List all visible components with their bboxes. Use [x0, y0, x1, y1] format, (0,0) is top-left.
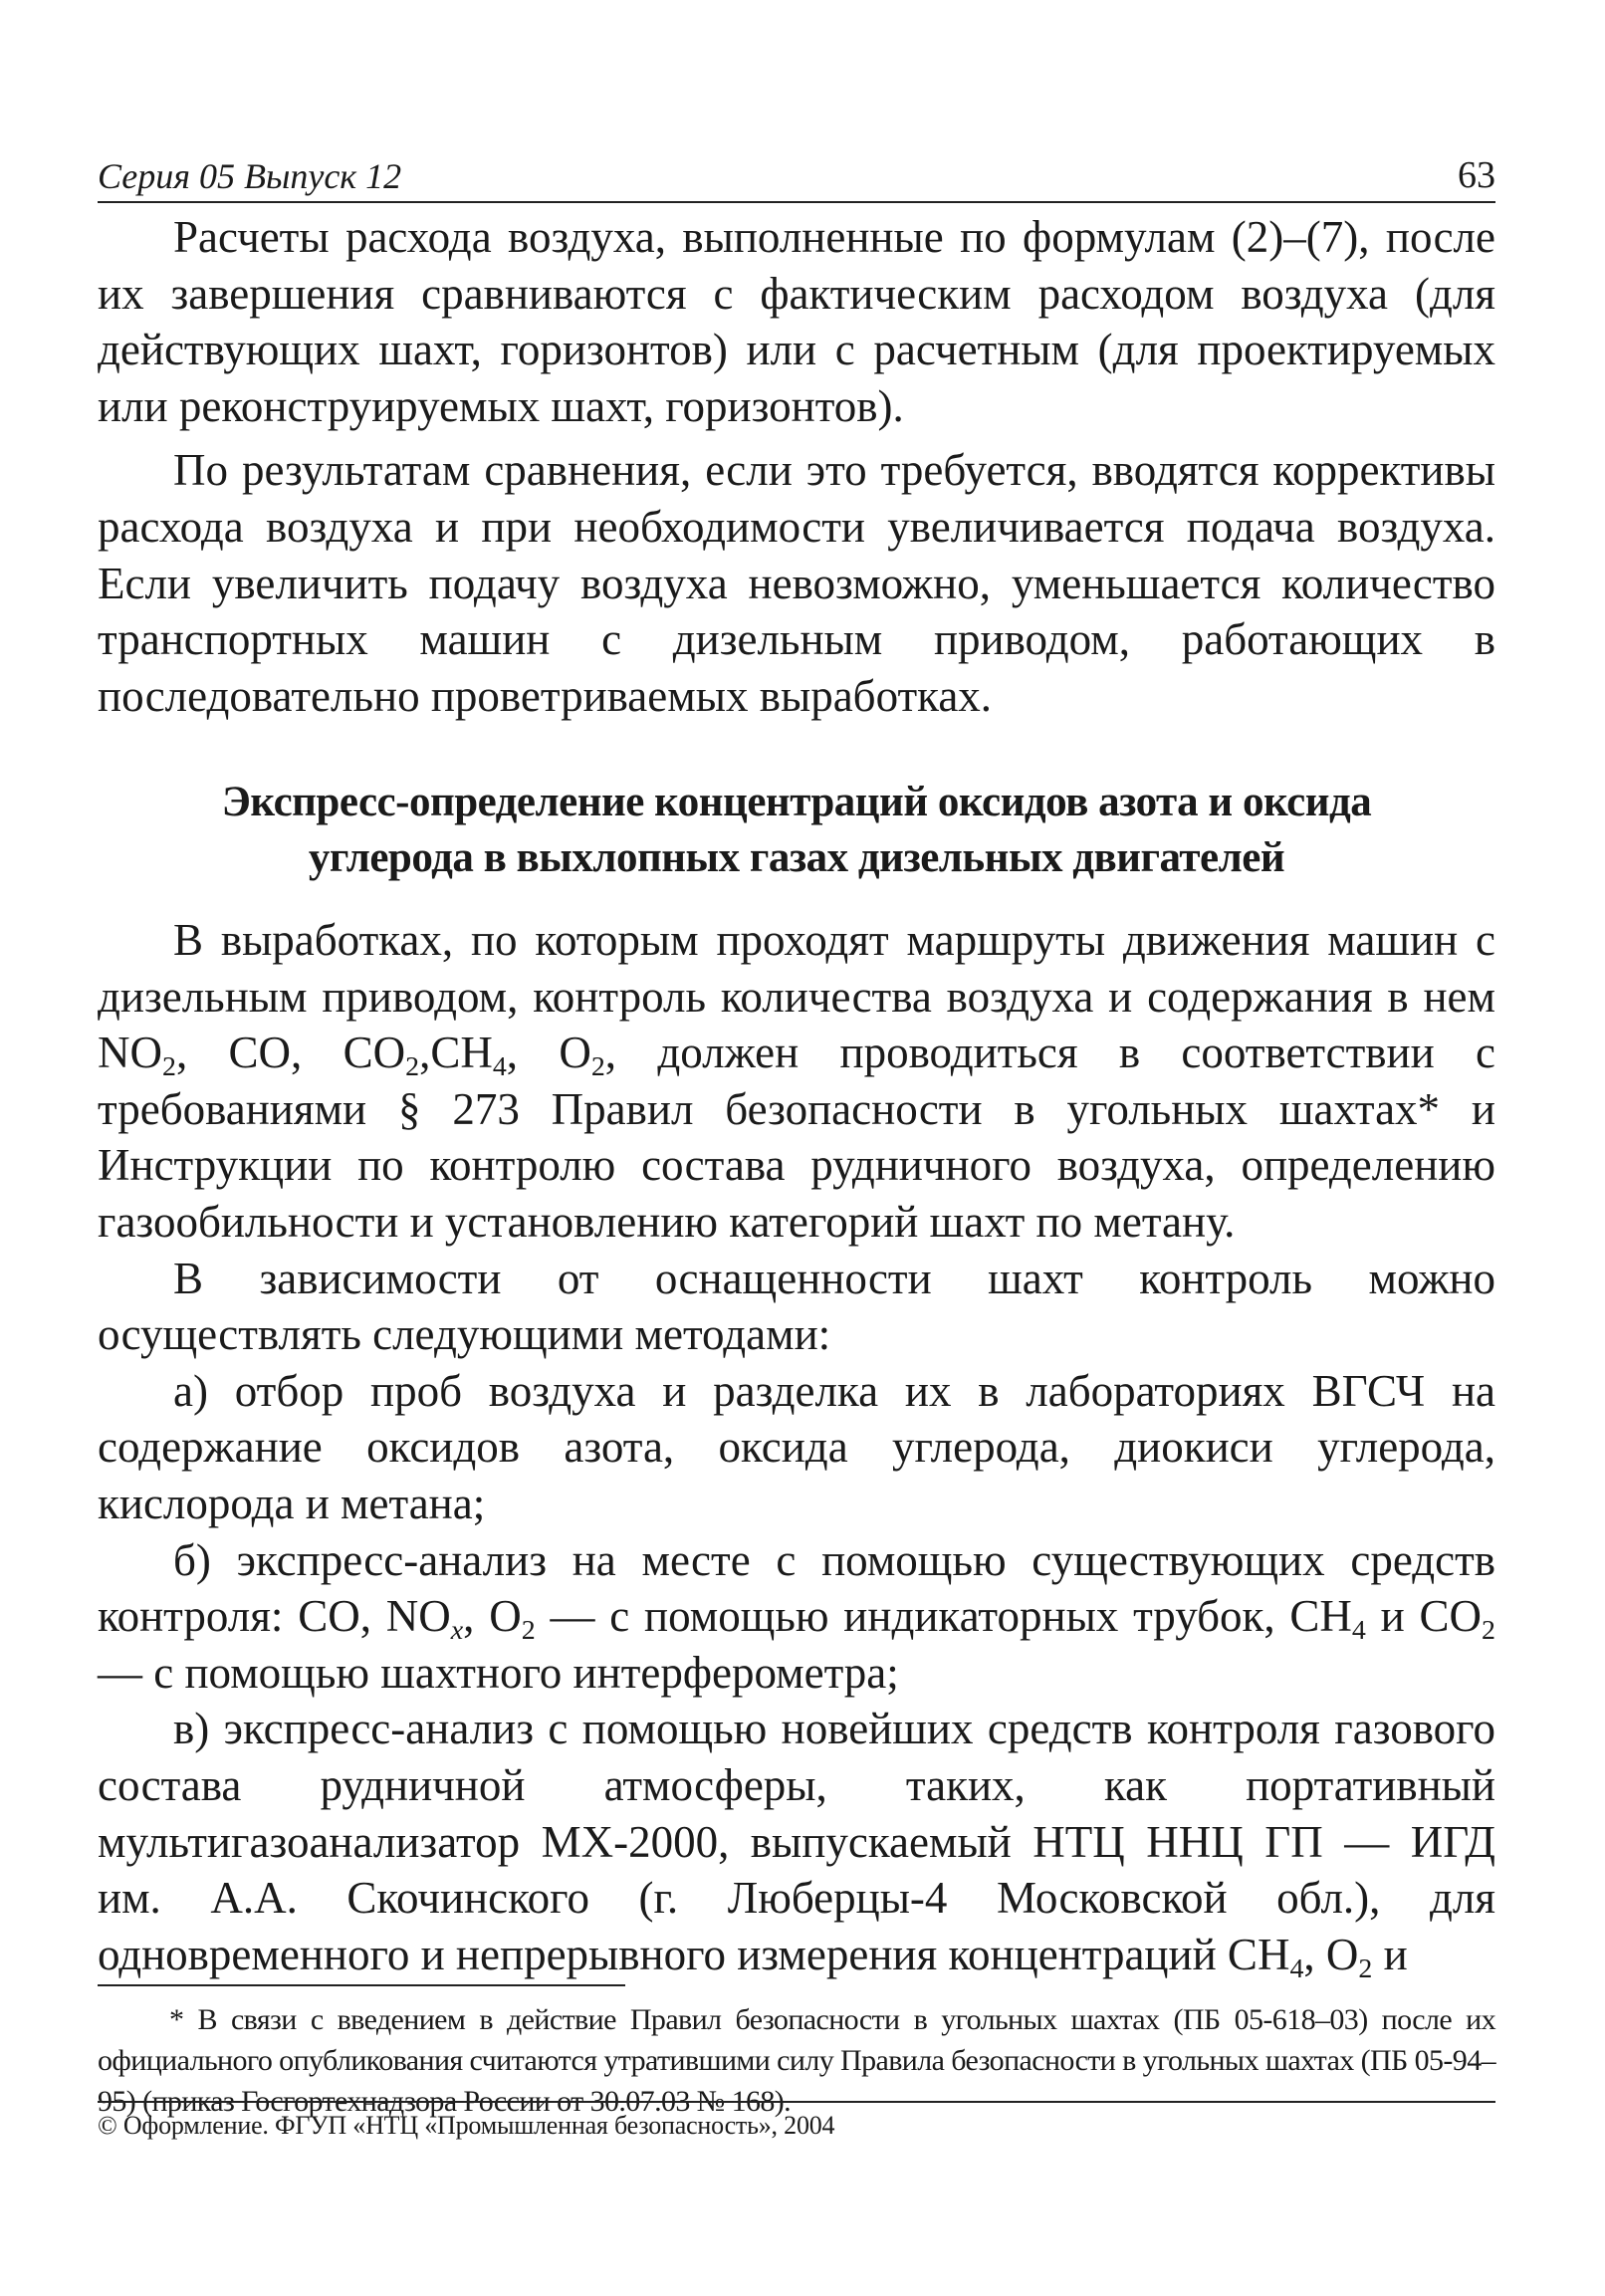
list-item-b: б) экспресс-анализ на месте с помощью существующих средств контроля: CO, $NO_x$, $O_2$ — с помощью индикаторных трубок, $CH_4$ и $CO_2$ — с помощью шахтного интерферометра;: [98, 1534, 1495, 1698]
section-heading-line-1: Экспресс-определение концентраций оксидов азота и оксида: [221, 779, 1372, 825]
list-item-a: а) отбор проб воздуха и разделка их в лабораториях ВГСЧ на содержание оксидов азота, оксида углерода, диокиси углерода, кислорода и метана;: [98, 1365, 1495, 1528]
intro-paragraphs: [98, 209, 1495, 724]
list-item-c: в) экспресс-анализ с помощью новейших средств контроля газового состава рудничной атмосферы, таких, как портативный мультигазоанализатор МХ-2000, выпускаемый НТЦ ННЦ ГП — ИГД им. А.А. Скочинского (г. Люберцы-4 Московской обл.), для одновременного и непрерывного измерения концентраций $CH_4$, $O_2$ и: [98, 1704, 1495, 1984]
footnote-text: * В связи с введением в действие Правил безопасности в угольных шахтах (ПБ 05-618–03) после их официального опубликования считаются утратившими силу Правила безопасности в угольных шахтах (ПБ 05-94–95) (приказ Госгортехнадзора России от 30.07.03 № 168).: [98, 2003, 1495, 2118]
copyright-divider: [98, 2101, 1495, 2103]
section-heading-line-2: углерода в выхлопных газах дизельных двигателей: [308, 834, 1285, 881]
series-label: Серия 05 Выпуск 12: [98, 156, 402, 196]
copyright-notice: © Оформление. ФГУП «НТЦ «Промышленная безопасность», 2004: [98, 2111, 835, 2140]
body-paragraphs: [98, 912, 1495, 1982]
page-number: 63: [1458, 154, 1495, 196]
footnote-divider: [98, 1984, 625, 1986]
footnote: [98, 1999, 1495, 2122]
paragraph-2: По результатам сравнения, если это требуется, вводятся коррективы расхода воздуха и при необходимости увеличивается подача воздуха. Если увеличить подачу воздуха невозможно, уменьшается количество транспортных машин с дизельным приводом, работающих в последовательно проветриваемых выработках.: [98, 445, 1495, 721]
paragraph-4: В зависимости от оснащенности шахт контроль можно осуществлять следующими методами:: [98, 1253, 1495, 1360]
paragraph-1: Расчеты расхода воздуха, выполненные по формулам (2)–(7), после их завершения сравниваются с фактическим расходом воздуха (для действующих шахт, горизонтов) или с расчетным (для проектируемых или реконструируемых шахт, горизонтов).: [98, 212, 1495, 431]
running-header: [98, 147, 1495, 203]
section-heading: [98, 775, 1495, 886]
paragraph-3: В выработках, по которым проходят маршруты движения машин с дизельным приводом, контроль количества воздуха и содержания в нем $NO_2$, CO, $CO_2,CH_4$, $O_2$, должен проводиться в соответствии с требованиями § 273 Правил безопасности в угольных шахтах* и Инструкции по контролю состава рудничного воздуха, определению газообильности и установлению категорий шахт по метану.: [98, 915, 1495, 1247]
